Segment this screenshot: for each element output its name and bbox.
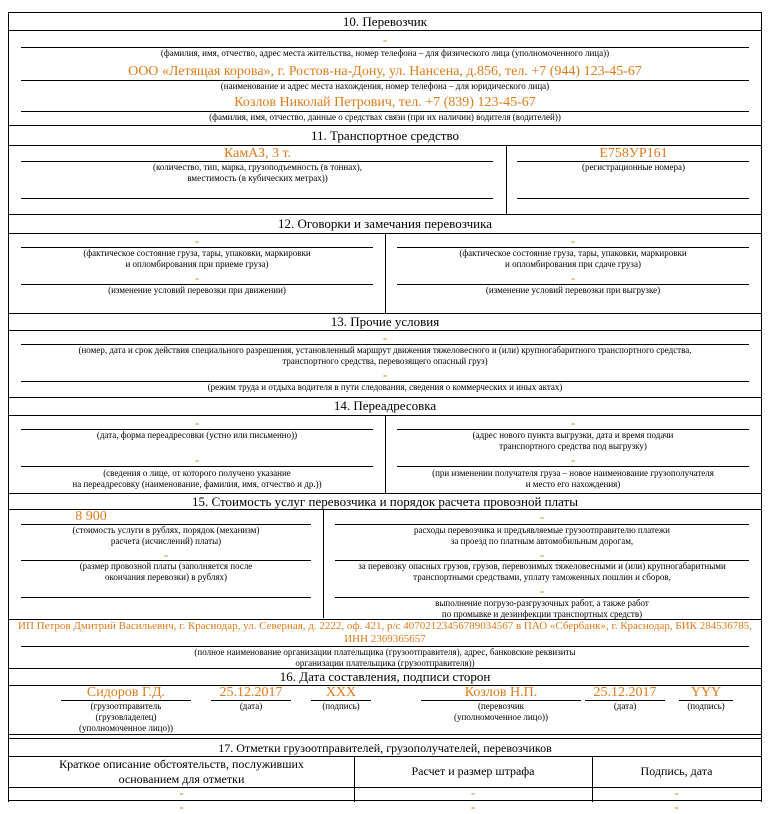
vehicle-plate-value: Е758УР161 xyxy=(599,146,668,161)
readdress-date-caption: (дата, форма переадресовки (устно или письменно)) xyxy=(96,430,298,440)
carrier-signature-caption: (подпись) xyxy=(687,701,725,711)
remarks-delivery-caption-2: и опломбирования при сдаче груза) xyxy=(505,259,641,269)
carrier-individual-caption: (фамилия, имя, отчество, адрес места жительства, номер телефона – для физического лица (уполномоченного лица)) xyxy=(160,48,610,58)
section-border xyxy=(9,12,761,13)
dangerous-goods-caption-1: за перевозку опасных грузов, грузов, перевозимых тяжеловесными и (или) крупногабаритными xyxy=(358,561,726,571)
marks-col-description-1: Краткое описание обстоятельств, послуживших xyxy=(59,757,304,771)
vehicle-plate-caption: (регистрационные номера) xyxy=(582,162,685,172)
freight-charge-caption-2: окончания перевозки) в рублях) xyxy=(104,572,227,582)
underline xyxy=(21,466,373,467)
readdress-person-caption-2: на переадресовку (наименование, фамилия, имя, отчество и др.)) xyxy=(72,479,322,489)
remarks-unloading-value: - xyxy=(570,270,576,285)
section-border xyxy=(9,214,761,215)
section-border xyxy=(9,30,761,31)
remarks-acceptance-caption-1: (фактическое состояние груза, тары, упаковки, маркировки xyxy=(83,248,311,258)
marks-col-fine: Расчет и размер штрафа xyxy=(411,764,535,778)
readdress-person-value: - xyxy=(194,452,200,467)
vehicle-type-caption-2: вместимость (в кубических метрах)) xyxy=(187,173,328,183)
remarks-movement-value: - xyxy=(194,270,200,285)
shipper-date-value: 25.12.2017 xyxy=(219,685,283,700)
service-cost-caption-1: (стоимость услуги в рублях, порядок (механизм) xyxy=(72,525,260,535)
carrier-expenses-caption-1: расходы перевозчика и предъявляемые грузоотправителю платежи xyxy=(414,525,670,535)
service-cost-caption-2: расчета (исчислений) платы) xyxy=(110,536,222,546)
carrier-driver-value: Козлов Николай Петрович, тел. +7 (839) 123-45-67 xyxy=(234,95,536,110)
readdress-person-caption-1: (сведения о лице, от которого получено указание xyxy=(103,468,291,478)
remarks-unloading-caption: (изменение условий перевозки при выгрузке) xyxy=(485,285,661,295)
underline xyxy=(21,597,311,598)
marks-r2-fine: - xyxy=(470,799,476,814)
remarks-delivery-value: - xyxy=(570,233,576,248)
section-16-title: 16. Дата составления, подписи сторон xyxy=(279,669,491,684)
other-permit-caption-1: (номер, дата и срок действия специального разрешения, установленный маршрут движения тяжеловесного и (или) крупногабаритного транспортного средства, xyxy=(78,345,692,355)
readdress-new-point-value: - xyxy=(570,415,576,430)
readdress-new-point-caption-2: транспортного средства под выгрузку) xyxy=(499,441,647,451)
other-permit-value: - xyxy=(382,330,388,345)
carrier-expenses-value: - xyxy=(539,509,545,524)
marks-r2-signature: - xyxy=(674,799,679,814)
underline xyxy=(21,198,493,199)
shipper-caption-1: (грузоотправитель xyxy=(90,701,162,711)
carrier-date-caption: (дата) xyxy=(613,701,637,711)
section-border xyxy=(9,734,761,735)
payer-details-value-1: ИП Петров Дмитрий Васильевич, г. Краснодар, ул. Северная, д. 2222, оф. 421, р/с 40702123456789034567 в ПАО «Сбербанк», г. Краснодар, БИК 284536785, xyxy=(18,620,752,632)
dangerous-goods-value: - xyxy=(539,547,545,562)
readdress-new-point-caption-1: (адрес нового пункта выгрузки, дата и время подачи xyxy=(472,430,674,440)
section-17-title: 17. Отметки грузоотправителей, грузополучателей, перевозчиков xyxy=(218,741,552,755)
service-cost-value: 8 900 xyxy=(75,509,107,524)
shipper-caption-2: (грузовладелец) xyxy=(95,712,157,722)
underline xyxy=(517,198,749,199)
carrier-company-caption: (наименование и адрес места нахождения, номер телефона – для юридического лица) xyxy=(220,81,550,91)
freight-charge-value: - xyxy=(163,547,169,562)
section-10-title: 10. Перевозчик xyxy=(342,14,428,29)
freight-charge-caption-1: (размер провозной платы (заполняется после xyxy=(79,561,253,571)
section-12-title: 12. Оговорки и замечания перевозчика xyxy=(277,216,492,231)
marks-r1-signature: - xyxy=(674,785,679,800)
carrier-signature-value: YYY xyxy=(690,685,722,700)
marks-r2-description: - xyxy=(179,799,184,814)
payer-details-caption-1: (полное наименование организации плательщика (грузоотправителя), адрес, банковские реквизиты xyxy=(194,647,576,657)
shipper-date-caption: (дата) xyxy=(239,701,263,711)
shipper-signature-caption: (подпись) xyxy=(322,701,360,711)
vehicle-type-caption-1: (количество, тип, марка, грузоподъемность (в тоннах), xyxy=(153,162,362,172)
carrier-date-value: 25.12.2017 xyxy=(593,685,657,700)
readdress-new-consignee-caption-1: (при изменении получателя груза – новое наименование грузополучателя xyxy=(432,468,714,478)
loading-works-value: - xyxy=(539,583,545,598)
other-driver-regime-value: - xyxy=(382,367,388,382)
other-driver-regime-caption: (режим труда и отдыха водителя в пути следования, сведения о коммерческих и иных актах) xyxy=(207,382,563,392)
carrier-driver-caption: (фамилия, имя, отчество, данные о средствах связи (при их наличии) водителя (водителей)) xyxy=(209,112,561,122)
section-13-title: 13. Прочие условия xyxy=(330,314,440,329)
section-border xyxy=(9,125,761,126)
carrier-individual-value: - xyxy=(382,32,388,47)
readdress-new-consignee-caption-2: и место его нахождения) xyxy=(525,479,621,489)
readdress-new-consignee-value: - xyxy=(570,452,576,467)
carrier-company-value: ООО «Летящая корова», г. Ростов-на-Дону, ул. Нансена, д.856, тел. +7 (944) 123-45-67 xyxy=(128,64,642,79)
marks-r1-description: - xyxy=(179,785,184,800)
section-11-title: 11. Транспортное средство xyxy=(310,128,460,143)
payer-details-caption-2: организации плательщика (грузоотправителя)) xyxy=(295,658,475,668)
remarks-acceptance-caption-2: и опломбирования при приеме груза) xyxy=(125,259,269,269)
marks-r1-fine: - xyxy=(470,785,476,800)
remarks-delivery-caption-1: (фактическое состояние груза, тары, упаковки, маркировки xyxy=(459,248,687,258)
carrier-caption-2: (уполномоченное лицо)) xyxy=(454,712,548,722)
carrier-caption-1: (перевозчик xyxy=(477,701,525,711)
vehicle-type-value: КамАЗ, 3 т. xyxy=(223,146,292,161)
readdress-date-value: - xyxy=(194,415,200,430)
remarks-acceptance-value: - xyxy=(194,233,200,248)
shipper-signature-value: ХХХ xyxy=(325,685,357,700)
waybill-form xyxy=(8,12,762,814)
shipper-caption-3: (уполномоченное лицо)) xyxy=(79,723,173,733)
marks-col-description-2: основанием для отметки xyxy=(118,772,245,786)
shipper-name-value: Сидоров Г.Д. xyxy=(86,685,166,700)
section-14-title: 14. Переадресовка xyxy=(333,398,437,413)
payer-details-value-2: ИНН 2369365657 xyxy=(344,633,426,645)
section-border xyxy=(9,738,761,739)
loading-works-caption-2: по промывке и дезинфекции транспортных средств) xyxy=(441,609,643,619)
loading-works-caption-1: выполнение погрузо-разгрузочных работ, а также работ xyxy=(435,598,649,608)
underline xyxy=(397,466,749,467)
section-15-title: 15. Стоимость услуг перевозчика и порядок расчета провозной платы xyxy=(192,494,578,509)
carrier-name-value: Козлов Н.П. xyxy=(464,685,538,700)
other-permit-caption-2: транспортного средства, перевозящего опасный груз) xyxy=(282,356,488,366)
marks-col-signature: Подпись, дата xyxy=(640,764,713,778)
carrier-expenses-caption-2: за проезд по платным автомобильным дорогам, xyxy=(450,536,634,546)
dangerous-goods-caption-2: транспортными средствами, уплату таможенных пошлин и сборов, xyxy=(413,572,671,582)
remarks-movement-caption: (изменение условий перевозки при движении) xyxy=(108,285,286,295)
